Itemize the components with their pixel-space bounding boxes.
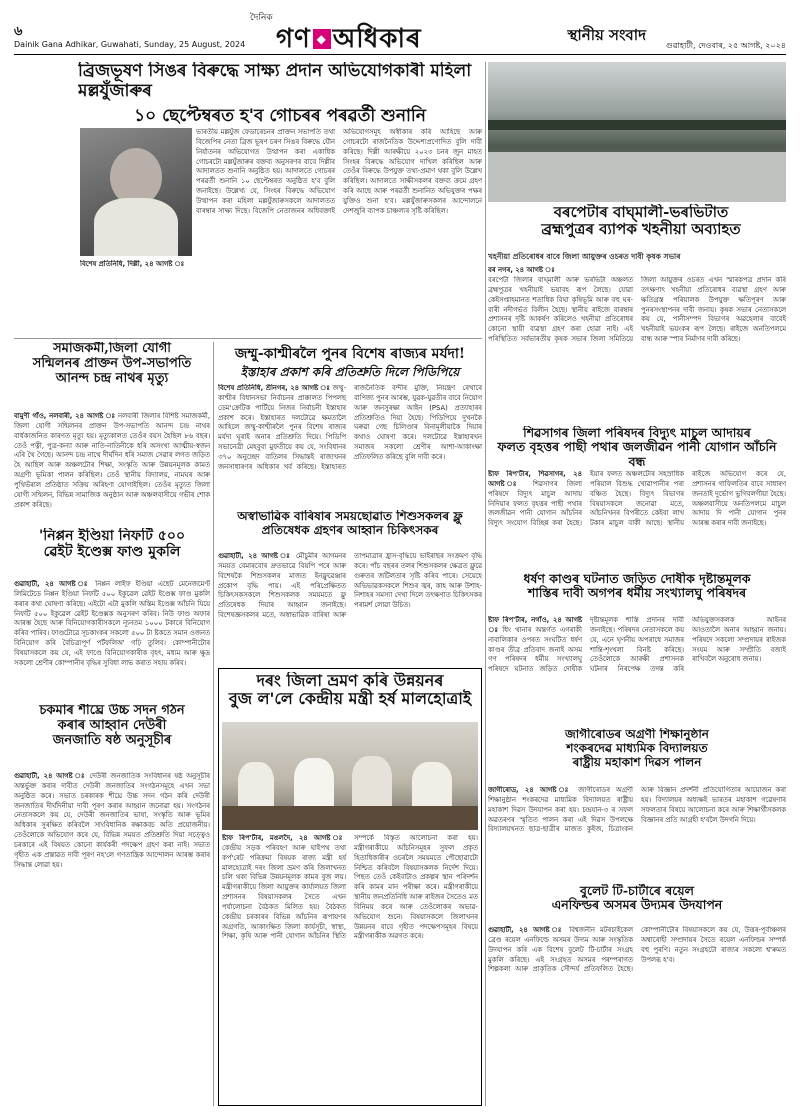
sivasagar-body: শিৱসাগৰ জিলা পৰিষদে বিদ্যুৎ মাচুল আদায় নিদিয়াৰ ফলত বৃহত্তৰ পাছী পথাৰ জলজীৱন পানী যোগান আঁচনিৰ বিদ্যুৎ সংযোগ বিচ্ছিন্ন কৰা হৈছে। ইয়াৰ ফলত অঞ্চলটোৰ সহস্ৰাধিক পৰিয়াল বিশুদ্ধ খোৱাপানীৰ পৰা বঞ্চিত হৈছে। বিদ্যুৎ বিভাগৰ বিষয়াসকলে জনোৱা মতে, আঁচনিখনৰ বিপৰীতে কেইবা লাখ টকাৰ মাচুল বাকী আছে। স্থানীয় ৰাইজে অভিযোগ কৰে যে, প্ৰশাসনৰ গাফিলতিৰ বাবে সাধাৰণ জনতাই দুৰ্ভোগ ভুগিবলগীয়া হৈছে। অঞ্চলবাসীয়ে অনতিপলমে মাচুল আদায় দি পানী যোগান পুনৰ আৰম্ভ কৰাৰ দাবী জনাইছে। bbox=[488, 470, 786, 528]
barpeta-headline-line1: বৰপেটাৰ বাঘ্মালী-ভৰভিটাত bbox=[553, 204, 729, 221]
brijbhushan-headline bbox=[78, 62, 482, 124]
sivasagar-headline-line1: শিৱসাগৰ জিলা পৰিষদৰ বিদ্যুৎ মাচুল আদায়ৰ bbox=[523, 426, 751, 440]
nippon-headline bbox=[14, 528, 210, 578]
dharna-headline-line1: ধৰ্ষণ কাণ্ডৰ ঘটনাত জড়িত দোষীক দৃষ্টান্তমূলক bbox=[523, 572, 751, 586]
unnatural-headline bbox=[218, 510, 482, 550]
masthead-rule bbox=[14, 54, 786, 55]
anandachandra-headline-line2: সন্মিলনৰ প্ৰাক্তন উপ-সভাপতি bbox=[32, 355, 192, 371]
sivasagar-headline bbox=[488, 426, 786, 468]
column-rule bbox=[213, 342, 214, 1106]
chakma-headline-line2: কৰাৰ আহ্বান দেউৰী bbox=[57, 717, 167, 733]
unnatural-body: মৌচুমীৰ আগমনৰ সময়ত বেমাৰবোৰ দ্ৰুতভাৱে বিয়পি পৰে আৰু বিশেষকৈ শিশুসকলৰ মাজত ইনফ্লুৱেঞ্জাৰ প্ৰকোপ বৃদ্ধি পায়। এই পৰিপ্ৰেক্ষিতত চিকিৎসকসকলে শিশুসকলক সময়মতে ফ্লু প্ৰতিষেধক দিয়াৰ আহ্বান জনাইছে। বিশেষজ্ঞসকলৰ মতে, অস্বাভাৱিক বাৰিষা আৰু তাপমাত্ৰাৰ হ্ৰাস-বৃদ্ধিয়ে ভাইৰাছৰ সংক্ৰমণ বৃদ্ধি কৰে। পাঁচ বছৰৰ তলৰ শিশুসকলৰ ক্ষেত্ৰত ফ্লুৱে গুৰুতৰ জটিলতাৰ সৃষ্টি কৰিব পাৰে। সেয়েহে অভিভাৱকসকলে শিশুৰ জ্বৰ, কাহ আৰু উশাহ-নিশাহৰ সমস্যা দেখা দিলে তৎক্ষণাত চিকিৎসকৰ পৰামৰ্শ লোৱা উচিত। bbox=[218, 552, 482, 620]
jagiroad-headline-line1: জাগীৰোডৰ অগ্ৰণী শিক্ষানুষ্ঠান bbox=[565, 728, 709, 741]
darrang-dateline: ষ্টাফ ৰিপ'ৰ্টাৰ, মঙলদৈ, ২৪ আগষ্ট ঃ bbox=[222, 834, 346, 842]
jagiroad-dateline: জাগীৰোড, ২৪ আগষ্ট ঃ bbox=[488, 786, 573, 794]
dharna-headline bbox=[488, 572, 786, 614]
jammu-subhead: ইস্তাহাৰ প্ৰকাশ কৰি প্ৰতিশ্ৰুতি দিলে পিডিপিয়ে bbox=[240, 365, 460, 379]
anandachandra-headline-line3: আনন্দ চন্দ্ৰ নাথৰ মৃত্যু bbox=[55, 370, 169, 386]
barpeta-headline bbox=[496, 204, 786, 250]
section-rule bbox=[14, 338, 482, 339]
nippon-headline-line2: ৱেইট ইণ্ডেক্স ফাণ্ড মুকলি bbox=[43, 544, 181, 561]
unnatural-headline-line2: প্ৰতিষেধক গ্ৰহণৰ আহ্বান চিকিৎসকৰ bbox=[261, 522, 439, 537]
brijbhushan-headline-line2: ১০ ছেপ্টেম্বৰত হ'ব গোচৰৰ পৰৱৰ্তী শুনানি bbox=[134, 106, 426, 124]
darrang-meeting-photo bbox=[222, 722, 478, 830]
anandachandra-body: নলবাৰী জিলাৰ বিশিষ্ট সমাজকৰ্মী, জিলা যোগী সন্মিলনৰ প্ৰাক্তন উপ-সভাপতি আনন্দ চন্দ্ৰ নাথৰ বাৰ্ধক্যজনিত কাৰণত মৃত্যু হয়। মৃত্যুকালত তেওঁৰ বয়স হৈছিল ৮৬ বছৰ। তেওঁ পত্নী, পুত্ৰ-কন্যা আৰু নাতি-নাতিনীকে ধৰি অসংখ্য আত্মীয়-স্বজন এৰি থৈ গৈছে। আনন্দ চন্দ্ৰ নাথে দীৰ্ঘদিন ধৰি সমাজ সেৱাৰ লগত জড়িত হৈ আছিল আৰু অঞ্চলটোৰ শিক্ষা, সংস্কৃতি আৰু উন্নয়নমূলক কামত অগ্ৰণী ভূমিকা পালন কৰিছিল। তেওঁ স্থানীয় বিদ্যালয়, নামঘৰ আৰু পুথিভঁৰাল প্ৰতিষ্ঠাত সক্ৰিয় অৰিহণা যোগাইছিল। তেওঁৰ মৃত্যুত জিলা যোগী সন্মিলন, বিভিন্ন সামাজিক অনুষ্ঠান আৰু অঞ্চলবাসীয়ে গভীৰ শোক প্ৰকাশ কৰিছে। bbox=[14, 412, 210, 509]
brijbhushan-photo bbox=[80, 128, 192, 256]
bullet-dateline: গুৱাহাটী, ২৪ আগষ্ট ঃ bbox=[488, 926, 565, 934]
nippon-dateline: গুৱাহাটী, ২৪ আগষ্ট ঃ bbox=[14, 580, 91, 588]
jammu-dateline: বিশেষ প্ৰতিনিধি, শ্ৰীনগৰ, ২৪ আগষ্ট ঃ bbox=[218, 384, 331, 392]
brand-name: গণ bbox=[276, 24, 311, 54]
unnatural-headline-line1: অস্বাভাৱিক বাৰিষাৰ সময়ছোৱাত শিশুসকলৰ ফ্লু bbox=[237, 510, 463, 523]
chakma-dateline: গুৱাহাটী, ২৪ আগষ্ট ঃ bbox=[14, 772, 86, 780]
sivasagar-dateline: ষ্টাফ ৰিপ'ৰ্টাৰ, শিৱসাগৰ, ২৪ আগষ্ট ঃ bbox=[488, 470, 582, 488]
jagiroad-headline bbox=[488, 728, 786, 784]
dharna-headline-line2: শাস্তিৰ দাবী অগপৰ ধৰ্মীয় সংখ্যালঘু পৰিষদৰ bbox=[527, 585, 747, 601]
masthead-date-assamese: গুৱাহাটী, দেওবাৰ, ২৫ আগষ্ট, ২০২৪ bbox=[665, 41, 786, 50]
brijbhushan-body: ভাৰতীয় মল্লযুঁজ ফেডাৰেচনৰ প্ৰাক্তন সভাপতি তথা বিজেপিৰ নেতা ব্ৰিজ ভূষণ চৰণ সিঙৰ বিৰুদ্ধে যৌন নিৰ্যাতনৰ অভিযোগত উত্থাপন কৰা একাধিক গোচৰটো মল্লযুঁজাৰুৰ বক্তব্য অনুসৰণৰ বাবে দিল্লীৰ আদালতত শুনানি অনুষ্ঠিত হয়। আদালতে গোচৰৰ পৰৱৰ্তী শুনানি ১০ ছেপ্টেম্বৰত অনুষ্ঠিত হ'ব বুলি জনাইছে। উল্লেখ্য যে, সিংহৰ বিৰুদ্ধে অভিযোগ উত্থাপন কৰা মহিলা মল্লযুঁজাৰুসকলে আদালতত বাৰম্বাৰ সাক্ষ্য দিছে। বিজেপি নেতাজনৰ অধিবক্তাই অভিযোগসমূহ অস্বীকাৰ কৰি আহিছে আৰু গোচৰটো ৰাজনৈতিক উদ্দেশ্যপ্ৰণোদিত বুলি দাবী কৰিছে। দিল্লী আৰক্ষীয়ে ২০২৩ চনৰ জুন মাহত সিংহৰ বিৰুদ্ধে অভিযোগ দাখিল কৰিছিল আৰু তেওঁৰ বিৰুদ্ধে উপযুক্ত তথ্য-প্ৰমাণ থকা বুলি উল্লেখ কৰিছিল। আদালতে সাক্ষীসকলৰ বক্তব্য ক্ৰমে গ্ৰহণ কৰি আছে আৰু পৰৱৰ্তী শুনানিত অভিযুক্তৰ পক্ষৰ যুক্তিও শুনা হ'ব। মল্লযুঁজাৰুসকলৰ আন্দোলনে দেশজুৰি ব্যাপক চাঞ্চল্যৰ সৃষ্টি কৰিছিল। bbox=[196, 128, 482, 215]
brijbhushan-dateline: বিশেষ প্ৰতিনিধি, দিল্লী, ২৪ আগষ্ট ঃ bbox=[80, 260, 185, 268]
chakma-body: দেউৰী জনজাতিক সংবিধানৰ ষষ্ঠ অনুসূচীৰ অন্তৰ্ভুক্ত কৰাৰ দাবীত দেউৰী জনজাতিৰ সংগঠনসমূহে এখন সভা অনুষ্ঠিত কৰে। সভাত চৰকাৰক শীঘ্ৰে উচ্চ সদন গঠন কৰি দেউৰী জনজাতিৰ দীৰ্ঘদিনীয়া দাবী পূৰণ কৰাৰ আহ্বান জনোৱা হয়। সংগঠনৰ নেতাসকলে কয় যে, দেউৰী জনজাতিৰ ভাষা, সংস্কৃতি আৰু ভূমিৰ অধিকাৰ সুৰক্ষিত কৰিবলৈ সাংবিধানিক ৰক্ষাকবচ অতি প্ৰয়োজনীয়। তেওঁলোকে অভিযোগ কৰে যে, বিভিন্ন সময়ত প্ৰতিশ্ৰুতি দিয়া সত্ত্বেও চৰকাৰে এই বিষয়ত কোনো কাৰ্যকৰী পদক্ষেপ গ্ৰহণ কৰা নাই। সভাত গৃহীত এক প্ৰস্তাৱত দাবী পূৰণ নহ'লে গণতান্ত্ৰিক আন্দোলন আৰম্ভ কৰাৰ সিদ্ধান্ত লোৱা হয়। bbox=[14, 772, 210, 869]
anandachandra-headline-line1: সমাজকৰ্মী,জিলা যোগী bbox=[53, 342, 171, 356]
nippon-headline-line1: 'নিপ্পন ইণ্ডিয়া নিফটি ৫০০ bbox=[38, 528, 186, 544]
sivasagar-headline-line2: ফলত বৃহত্তৰ পাছী পথাৰ জলজীৱন পানী যোগান আঁচনি বন্ধ bbox=[497, 439, 777, 468]
page-number: ৬ bbox=[14, 24, 23, 39]
brand-tail: অধিকাৰ bbox=[332, 24, 422, 54]
barpeta-subhead: খহনীয়া প্ৰতিৰোধৰ বাবে জিলা আয়ুক্তৰ ওচৰত দাবী কৃষক সভাৰ bbox=[488, 252, 681, 261]
barpeta-dateline: বৰ নগৰ, ২৪ আগষ্ট ঃ bbox=[488, 266, 555, 274]
daily-label: দৈনিক bbox=[250, 13, 273, 23]
bullet-body: বিশ্বজনীন মটৰচাইকেল ব্ৰেণ্ড ৰয়েল এনফিল্ডে অসমৰ উদ্যম আৰু সংস্কৃতিক উদযাপন কৰি এক বিশেষ বুলেট টি-চাৰ্টাৰ সংগ্ৰহ মুকলি কৰিছে। এই সংগ্ৰহত অসমৰ পৰম্পৰাগত শিল্পকলা আৰু প্ৰাকৃতিক সৌন্দৰ্য প্ৰতিফলিত হৈছে। কোম্পানীটোৰ বিষয়াসকলে কয় যে, উত্তৰ-পূৰ্বাঞ্চলৰ অশ্বাৰোহী সম্প্ৰদায়ৰ সৈতে ৰয়েল এনফিল্ডৰ সম্পৰ্ক বহু পুৰণি। নতুন সংগ্ৰহটো ৰাজ্যৰ সকলো শ্ব'ৰুমত উপলব্ধ হ'ব। bbox=[488, 926, 786, 974]
jagiroad-body: জাগীৰোডৰ অগ্ৰণী শিক্ষানুষ্ঠান শংকৰদেৱ মাধ্যমিক বিদ্যালয়ত ৰাষ্ট্ৰীয় মহাকাশ দিৱস উদযাপন কৰা হয়। চন্দ্ৰযান-৩ ৰ সফল অৱতৰণৰ স্মৃতিত পালন কৰা এই দিৱস উপলক্ষে বিদ্যালয়খনত ছাত্ৰ-ছাত্ৰীৰ মাজত কুইজ, চিত্ৰাংকন আৰু বিজ্ঞান প্ৰদৰ্শনী প্ৰতিযোগিতাৰ আয়োজন কৰা হয়। বিদ্যালয়ৰ অধ্যক্ষই ভাৰতৰ মহাকাশ গৱেষণাৰ সফলতাৰ বিষয়ে আলোচনা কৰে আৰু শিক্ষাৰ্থীসকলক বিজ্ঞানৰ প্ৰতি আগ্ৰহী হ'বলৈ উদগনি দিয়ে। bbox=[488, 786, 786, 834]
barpeta-headline-line2: ব্ৰহ্মপুত্ৰৰ ব্যাপক খহনীয়া অব্যাহত bbox=[541, 220, 741, 239]
darrang-body: কেন্দ্ৰীয় সড়ক পৰিবহণ আৰু ঘাইপথ তথা কৰ্প'ৰেট পৰিক্ৰমা বিষয়ক ৰাজ্য মন্ত্ৰী হৰ্ষ মালহোত্ৰাই দৰং জিলা ভ্ৰমণ কৰি জিলাখনত চলি থকা বিভিন্ন উন্নয়নমূলক কামৰ বুজ লয়। মন্ত্ৰীগৰাকীয়ে জিলা আয়ুক্তৰ কাৰ্যালয়ত জিলা প্ৰশাসনৰ বিষয়াসকলৰ সৈতে এখন পৰ্যালোচনা বৈঠকত মিলিত হয়। বৈঠকত কেন্দ্ৰীয় চৰকাৰৰ বিভিন্ন আঁচনিৰ ৰূপায়ণৰ অগ্ৰগতি, আকাংক্ষিত জিলা কাৰ্যসূচী, স্বাস্থ্য, শিক্ষা, কৃষি আৰু পানী যোগান আঁচনিৰ স্থিতি সম্পৰ্কে বিস্তৃত আলোচনা কৰা হয়। মন্ত্ৰীগৰাকীয়ে আঁচনিসমূহৰ সুফল প্ৰকৃত হিতাধিকাৰীৰ ওচৰলৈ সময়মতে পৌছোৱাটো নিশ্চিত কৰিবলৈ বিষয়াসকলক নিৰ্দেশ দিয়ে। পিছত তেওঁ কেইবাটাও প্ৰকল্পৰ স্থান পৰিদৰ্শন কৰি কামৰ মান পৰীক্ষা কৰে। মন্ত্ৰীগৰাকীয়ে স্থানীয় জনপ্ৰতিনিধি আৰু ৰাইজৰ সৈতেও মত বিনিময় কৰে আৰু তেওঁলোকৰ অভাৱ-অভিযোগ শুনে। বিষয়াসকলে জিলাখনৰ উন্নয়নৰ বাবে গৃহীত পদক্ষেপসমূহৰ বিষয়ে মন্ত্ৰীগৰাকীক অৱগত কৰে। bbox=[222, 834, 478, 941]
logo-mark-icon: ◆ bbox=[313, 29, 331, 49]
jagiroad-headline-line2: শংকৰদেৱ মাধ্যমিক বিদ্যালয়ত bbox=[566, 740, 708, 755]
masthead-date-english: Dainik Gana Adhikar, Guwahati, Sunday, 25 August, 2024 bbox=[14, 40, 246, 49]
anandachandra-headline bbox=[14, 342, 210, 412]
chakma-headline-line3: জনজাতি ষষ্ঠ অনুসূচীৰ bbox=[52, 732, 172, 748]
darrang-headline-line1: দৰং জিলা ভ্ৰমণ কৰি উন্নয়নৰ bbox=[256, 672, 444, 690]
unnatural-dateline: গুৱাহাটী, ২৪ আগষ্ট ঃ bbox=[218, 552, 292, 560]
dharna-dateline: ষ্টাফ ৰিপ'ৰ্টাৰ, নগাঁও, ২৪ আগষ্ট ঃ bbox=[488, 616, 582, 634]
newspaper-logo bbox=[276, 18, 422, 62]
anandachandra-dateline: বামুণী গাঁও, নলবাৰী, ২৪ আগষ্ট ঃ bbox=[14, 412, 116, 420]
jagiroad-headline-line3: ৰাষ্ট্ৰীয় মহাকাশ দিৱস পালন bbox=[572, 754, 702, 769]
chakma-headline-line1: চকমাৰ শীঘ্ৰে উচ্চ সদন গঠন bbox=[39, 704, 185, 718]
bullet-headline-line1: বুলেট টি-চাৰ্টাৰে ৰয়েল bbox=[580, 884, 694, 898]
barpeta-erosion-photo bbox=[488, 62, 786, 202]
darrang-headline-line2: বুজ ল'লে কেন্দ্ৰীয় মন্ত্ৰী হৰ্ষ মালহোত্ৰাই bbox=[228, 689, 472, 709]
barpeta-body: বৰপেটা জিলাৰ বাঘ্মালী আৰু ভৰভিটা অঞ্চলত ব্ৰহ্মপুত্ৰৰ খহনীয়াই ভয়াবহ ৰূপ লৈছে। যোৱা কেইসপ্তাহমানত শতাধিক বিঘা কৃষিভূমি আৰু বহু ঘৰ-বাৰী নদীগৰ্ভত বিলীন হৈছে। স্থানীয় ৰাইজে বাৰম্বাৰ প্ৰশাসনৰ দৃষ্টি আকৰ্ষণ কৰিলেও খহনীয়া প্ৰতিৰোধৰ কোনো স্থায়ী ব্যৱস্থা গ্ৰহণ কৰা হোৱা নাই। এই পৰিস্থিতিত সৰ্বভাৰতীয় কৃষক সভাৰ জিলা সমিতিয়ে জিলা আয়ুক্তৰ ওচৰত এখন স্মাৰকপত্ৰ প্ৰদান কৰি তৎক্ষণাৎ খহনীয়া প্ৰতিৰোধৰ ব্যৱস্থা গ্ৰহণ আৰু ক্ষতিগ্ৰস্ত পৰিয়ালক উপযুক্ত ক্ষতিপূৰণ আৰু পুনৰসংস্থাপনৰ দাবী জনায়। কৃষক সভাৰ নেতাসকলে কয় যে, পানীসম্পদ বিভাগৰ অৱহেলাৰ বাবেই খহনীয়াই ভয়ংকৰ ৰূপ লৈছে। ৰাইজে অনতিপলমে বান্ধ আৰু স্পাৰ নিৰ্মাণৰ দাবী কৰিছে। bbox=[488, 276, 786, 344]
jammu-body: জম্মু-কাশ্মীৰ বিধানসভা নিৰ্বাচনৰ প্ৰাক্কালত পিপলছ ডেম'ক্ৰেটিক পাৰ্টিয়ে নিজৰ নিৰ্বাচনী ইস্তাহাৰ প্ৰকাশ কৰে। ইস্তাহাৰত দলটোৱে ক্ষমতালৈ আহিলে জম্মু-কাশ্মীৰলৈ পুনৰ বিশেষ ৰাজ্যৰ মৰ্যদা ঘূৰাই অনাৰ প্ৰতিশ্ৰুতি দিয়ে। পিডিপি সভানেত্ৰী মেহবুবা মুফতীয়ে কয় যে, সংবিধানৰ ৩৭০ অনুচ্ছেদ বাতিলৰ সিদ্ধান্তই ৰাজ্যখনৰ জনসাধাৰণৰ অধিকাৰ খৰ্ব কৰিছে। ইস্তাহাৰত ৰাজনৈতিক বন্দীৰ মুক্তি, নিয়ন্ত্ৰণ ৰেখাৰে বাণিজ্য পুনৰ আৰম্ভ, যুৱক-যুৱতীৰ বাবে নিয়োগ আৰু জনসুৰক্ষা আইন (PSA) প্ৰত্যাহাৰৰ প্ৰতিশ্ৰুতিও দিয়া হৈছে। পিডিপিয়ে দুখনকৈ ঘৰুৱা গেছ চিলিণ্ডাৰ বিনামূলীয়াকৈ দিয়াৰ কথাও ঘোষণা কৰে। দলটোৱে ইস্তাহাৰখন সমাজৰ সকলো শ্ৰেণীৰ আশা-আকাংক্ষা প্ৰতিফলিত কৰিছে বুলি দাবী কৰে। bbox=[218, 384, 482, 471]
darrang-headline bbox=[222, 672, 478, 720]
nippon-body: নিপ্পন লাইফ ইণ্ডিয়া এছেট মেনেজমেণ্ট লিমিটেডে নিপ্পন ইণ্ডিয়া নিফটি ৫০০ ইকুৱেল ৱেইট ইণ্ডেক্স ফাণ্ড মুকলি কৰাৰ কথা ঘোষণা কৰিছে। এইটো এটা মুকলি অন্তিম ইণ্ডেক্স আঁচনি যিয়ে নিফটি ৫০০ ইকুৱেল ৱেইট ইণ্ডেক্সক অনুসৰণ কৰিব। নিউ ফাণ্ড অফাৰ আৰম্ভ হৈছে আৰু বিনিয়োগকাৰীসকলে ন্যূনতম ১০০০ টকাৰে বিনিয়োগ কৰিব পাৰিব। ফাণ্ডটোৱে সূচকাংকৰ সকলো ৫০০ টা ষ্টকতে সমান ওজনত বিনিয়োগ কৰি বৈচিত্ৰ্যপূৰ্ণ পৰ্টফলিঅ' গঢ়ি তুলিব। কোম্পানীটোৰ বিষয়াসকলে কয় যে, এই ফাণ্ডে বিনিয়োগকাৰীক বৃহৎ, মধ্যম আৰু ক্ষুদ্ৰ সকলো শ্ৰেণীৰ কোম্পানীৰ বৃদ্ধিৰ সুবিধা লাভ কৰাত সহায় কৰিব। bbox=[14, 580, 210, 667]
section-name: স্থানীয় সংবাদ bbox=[567, 26, 646, 44]
bullet-headline bbox=[488, 884, 786, 924]
bullet-headline-line2: এনফিল্ডৰ অসমৰ উদ্যমৰ উদযাপন bbox=[551, 897, 723, 913]
dharna-body: ধিং থানাৰ অন্তৰ্গত এগৰাকী নাবালিকাৰ ওপৰত সংঘটিত ধৰ্ষণ কাণ্ডৰ তীব্ৰ প্ৰতিবাদ জনাই অসম গণ পৰিষদৰ ধৰ্মীয় সংখ্যালঘু পৰিষদে ঘটনাত জড়িত দোষীক দৃষ্টান্তমূলক শাস্তি প্ৰদানৰ দাবী জনাইছে। পৰিষদৰ নেতাসকলে কয় যে, এনে ঘৃণনীয় অপৰাধে সমাজৰ শান্তি-শৃংখলা বিনষ্ট কৰিছে। তেওঁলোকে আৰক্ষী প্ৰশাসনক ঘটনাৰ নিৰপেক্ষ তদন্ত কৰি অভিযুক্তসকলক আইনৰ আওতালৈ অনাৰ আহ্বান জনায়। পৰিষদে সকলো সম্প্ৰদায়ৰ ৰাইজক সংযম আৰু সম্প্ৰীতি বজাই ৰাখিবলৈ অনুৰোধ জনায়। bbox=[488, 616, 786, 674]
chakma-headline bbox=[14, 704, 210, 770]
brijbhushan-headline-line1: ব্ৰিজভূষণ সিঙৰ বিৰুদ্ধে সাক্ষ্য প্ৰদান অভিযোগকাৰী মহিলা মল্লযুঁজাৰুৰ bbox=[78, 62, 472, 101]
jammu-headline: জম্মু-কাশ্মীৰলৈ পুনৰ বিশেষ ৰাজ্যৰ মৰ্যদা! bbox=[234, 346, 466, 362]
column-rule bbox=[485, 62, 486, 1106]
